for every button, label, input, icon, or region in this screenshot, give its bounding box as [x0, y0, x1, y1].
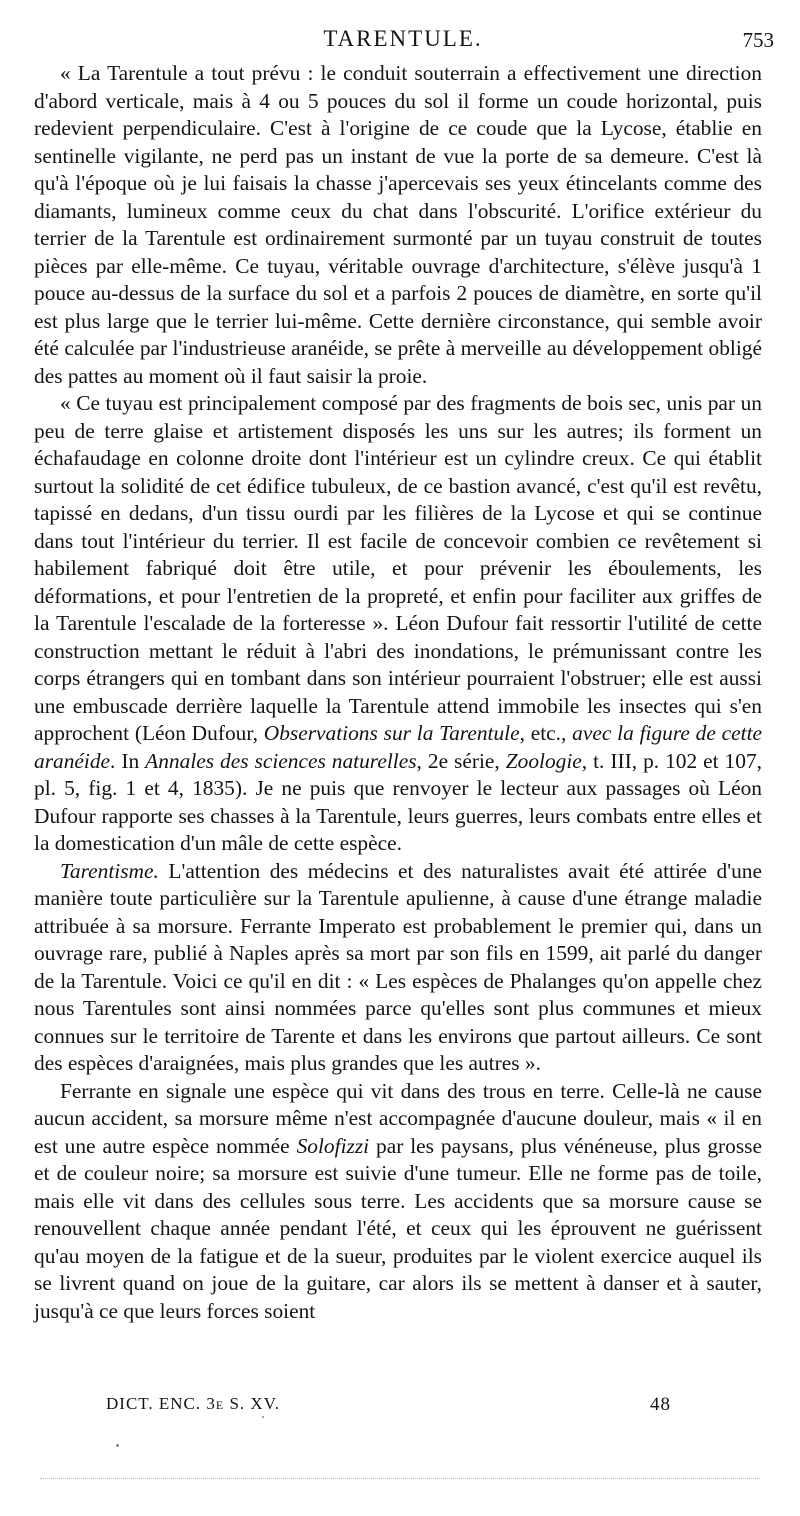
print-speck	[262, 1416, 264, 1418]
italic-run: Annales des sciences naturelles	[145, 748, 417, 773]
paragraph	[34, 60, 762, 390]
sheet-number: 48	[650, 1394, 671, 1415]
page-bottom-marks	[40, 1478, 760, 1479]
text-run: , etc.,	[519, 721, 573, 745]
text-run: par les paysans, plus vénéneuse, plus grosse et de couleur noire; sa morsure est suivie d'une tumeur. Elle ne forme pas de toile, mais elle vit dans des cellules sous terre. Les accidents que sa morsure cause se renouvellent chaque année pendant l'été, et ceux qui les éprouvent ne guérissent qu'au moyen de la fatigue et de la sueur, produites par le violent exercice auquel ils se livrent quand on joue de la guitare, car alors ils se mettent à danser et à sauter, jusqu'à ce que leurs forces soient	[34, 1133, 763, 1323]
italic-run: Solofizzi	[296, 1133, 370, 1158]
italic-run: Tarentisme.	[60, 858, 159, 883]
text-run: « Ce tuyau est principalement composé par des fragments de bois sec, unis par un peu de terre glaise et artistement disposés les uns sur les autres; ils forment un échafaudage en colonne droite dont l'intérieur est un cylindre creux. Ce qui établit surtout la solidité de cet édifice tubuleux, de ce bastion avancé, c'est qu'il est revêtu, tapissé en dedans, d'un tissu ourdi par les filières de la Lycose et qui se continue dans tout l'intérieur du terrier. Il est facile de concevoir combien ce revêtement si habilement fabriqué doit être utile, et pour prévenir les éboulements, les déformations, et pour l'entretien de la propreté, et enfin pour faciliter aux griffes de la Tarentule l'escalade de la forteresse ». Léon Dufour fait ressortir l'utilité de cette construction mettant le réduit à l'abri des inondations, le prémunissant contre les corps étrangers qui en tombant dans son intérieur pourraient l'obstruer; elle est aussi une embuscade derrière laquelle la Tarentule attend immobile les insectes qui s'en approchent (Léon Dufour,	[34, 391, 762, 745]
print-speck	[116, 1444, 119, 1447]
printer-signature: DICT. ENC. 3e S. XV.	[106, 1394, 281, 1413]
text-run: , t. III, p. 102 et 107, pl. 5, fig. 1 et 4, 1835). Je ne puis que renvoyer le lecteur aux passages où Léon Dufour rapporte ses chasses à la Tarentule, leurs guerres, leurs combats entre elles et la domestication d'un mâle de cette espèce.	[34, 748, 762, 855]
body-text	[34, 60, 762, 1325]
paragraph	[34, 390, 762, 858]
text-run: . In	[110, 748, 146, 773]
italic-run: Zoologie	[505, 748, 582, 773]
italic-run: avec la figure de cette aranéide	[34, 721, 763, 773]
running-title: TARENTULE.	[323, 26, 483, 51]
text-run: Ferrante en signale une espèce qui vit dans des trous en terre. Celle-là ne cause aucun accident, sa morsure même n'est accompagnée d'aucune douleur, mais « il en est une autre espèce nommée	[34, 1078, 762, 1158]
paragraph	[34, 858, 762, 1078]
text-run: « La Tarentule a tout prévu : le conduit souterrain a effectivement une direction d'abord verticale, mais à 4 ou 5 pouces du sol il forme un coude horizontal, puis redevient perpendiculaire. C'est à l'origine de ce coude que la Lycose, établie en sentinelle vigilante, ne perd pas un instant de vue la porte de sa demeure. C'est là qu'à l'époque où je lui faisais la chasse j'apercevais ses yeux étincelants comme des diamants, lumineux comme ceux du chat dans l'obscurité. L'orifice extérieur du terrier de la Tarentule est ordinairement surmonté par un tuyau construit de toutes pièces par elle-même. Ce tuyau, véritable ouvrage d'architecture, s'élève jusqu'à 1 pouce au-dessus de la surface du sol et a parfois 2 pouces de diamètre, en sorte qu'il est plus large que le terrier lui-même. Cette dernière circonstance, qui semble avoir été calculée par l'industrieuse aranéide, se prête à merveille au développement obligé des pattes au moment où il faut saisir la proie.	[34, 61, 762, 388]
paragraph	[34, 1078, 762, 1326]
italic-run: Observations sur la Tarentule	[263, 721, 520, 745]
text-run: L'attention des médecins et des naturalistes avait été attirée d'une manière toute particulière sur la Tarentule apulienne, à cause d'une étrange maladie attribuée à sa morsure. Ferrante Imperato est probablement le premier qui, dans un ouvrage rare, publié à Naples après sa mort par son fils en 1599, ait parlé du danger de la Tarentule. Voici ce qu'il en dit : « Les espèces de Phalanges qu'on appelle chez nous Tarentules sont ainsi nommées parce qu'elles sont plus communes et mieux connues sur le territoire de Tarente et dans les environs que partout ailleurs. Ce sont des espèces d'araignées, mais plus grandes que les autres ».	[34, 858, 762, 1075]
page-number: 753	[742, 28, 774, 52]
page-header	[30, 26, 776, 60]
text-run: , 2e série,	[416, 748, 506, 773]
